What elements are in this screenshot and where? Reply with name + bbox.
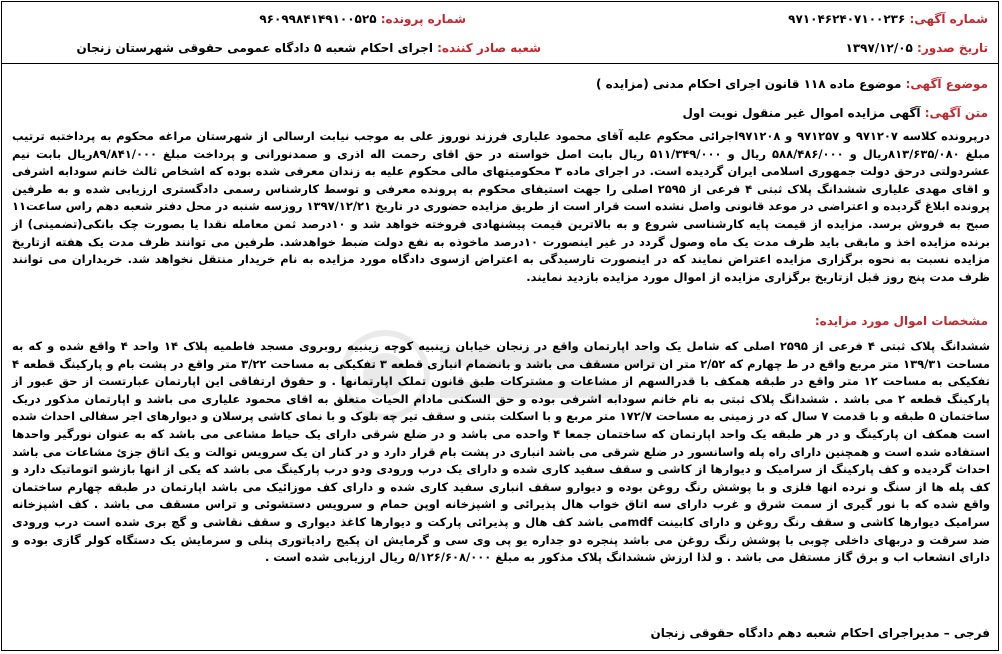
notice-header bbox=[2, 2, 998, 64]
case-number-value: ۹۶۰۹۹۸۴۱۴۹۱۰۰۵۲۵ bbox=[259, 12, 377, 26]
subject-label: موضوع آگهی: bbox=[905, 77, 988, 91]
notice-body-paragraph: درپرونده کلاسه ۹۷۱۲۰۷ و ۹۷۱۲۵۷ و ۹۷۱۲۰۸اجرائی محکوم علیه آقای محمود علیاری فرزند نوروز علی به موجب نیابت ارسالی از شهرستان مراغه محکوم به پرداختبه ترتیب مبلغ ۸۱۳/۶۳۵/۰۸۰ریال و ۵۸۸/۴۸۶/۰۰۰ ریال و ۵۱۱/۳۴۹/۰۰۰ ریال بابت اصل خواسته در حق اقای رحمت اله اذری و صمدنورانی و پرداخت مبلغ ۸۹/۸۴۱/۰۰۰ریال بابت نیم عشردولتی درحق دولت جمهوری اسلامی ایران گردیده است. در اجرای ماده ۳ محکومیتهای مالی محکوم علیه به زندان معرفی شده بوده که اشخاص ثالث خانم سودابه اشرفی و اقای مهدی علیاری ششدانگ پلاک ثبتی ۴ فرعی از ۲۵۹۵ اصلی را جهت استیفای محکوم به پرونده معرفی و توسط کارشناس رسمی دادگستری ارزیابی شده و به طرفین پرونده ابلاغ گردیده و اعتراضی در موعد قانونی واصل نشده است قرار است از طریق مزایده حضوری در تاریخ ۱۳۹۷/۱۲/۲۱ روزسه شنبه در محل دفتر شعبه دهم راس ساعت۱۱ صبح به فروش برسد. مزایده از قیمت پایه کارشناسی شروع و به بالاترین قیمت پیشنهادی فروخته خواهد شد و ۱۰درصد ثمن معامله نقدا یا بصورت چک بانکی(تضمینی) از برنده مزایده اخذ و مابقی باید ظرف مدت یک ماه وصول گردد در غیر اینصورت ۱۰درصد ماخوذه به نفع دولت ضبط خواهدشد. طرفین می توانند ظرف مدت یک هفته ازتاریخ مزایده نسبت به نحوه برگزاری مزایده اعتراض نمایند که در اینصورت تارسیدگی به اعتراض ازسوی دادگاه مورد مزایده به نام خریدار منتقل نخواهد شد. خریداران می توانند ظرف مدت پنج روز قبل ازتاریخ برگزاری مزایده از اموال مورد مزایده بازدید نمایند. bbox=[12, 129, 991, 284]
issuing-branch bbox=[76, 40, 541, 56]
issuer-label: شعبه صادر کننده: bbox=[437, 41, 541, 55]
subject-value: موضوع ماده ۱۱۸ قانون اجرای احکام مدنی (مزایده ) bbox=[596, 77, 902, 91]
case-number bbox=[259, 11, 466, 27]
specs-paragraph: ششدانگ پلاک ثبتی ۴ فرعی از ۲۵۹۵ اصلی که شامل یک واحد اپارتمان واقع در زنجان خیابان زینبیه کوچه زینبیه روبروی مسجد فاطمیه پلاک ۱۴ واحد ۴ واقع شده و که به مساحت ۱۳۹/۳۱ متر مربع واقع در ط چهارم که ۲/۵۲ متر ان تراس مسقف می باشد و بانضمام انباری قطعه ۳ تفکیکی به مساحت ۳/۲۲ متر واقع در پشت بام و پارکینگ قطعه ۴ تفکیکی به مساحت ۱۲ متر واقع در طبقه همکف با قدرالسهم از مشاعات و مشترکات طبق قانون تملک اپارتمانها . و حقوق ارتفاقی این اپارتمان عبارتست از حق عبور از پارکینگ قطعه ۲ می باشد . ششدانگ پلاک ثبتی به نام خانم سودابه اشرفی بوده و حق السکنی مادام الحیات متعلق به اقای محمود علیاری می باشد و اپارتمان مذکور دریک ساختمان ۵ طبقه و با قدمت ۷ سال که در زمینی به مساحت ۱۷۲/۷ متر مربع و با اسکلت بتنی و سقف تیر چه بلوک و با نمای کاشی پرسلان و دیوارهای اجر سفالی احداث شده است همکف ان پارکینگ و در هر طبقه یک واحد اپارتمان که ساختمان جمعا ۴ واحده می باشد و در ضلع شرقی دارای یک حیاط مشاعی می باشد که به عنوان نورگیر واحدها استفاده شده است و همچنین دارای راه پله واسانسور در ضلع شرقی می باشد انباری در پشت بام قرار دارد و در کنار ان یک سرویس توالت و یک اتاق جزئ مشاعات می باشد احداث گردیده و کف پارکینگ از سرامیک و دیوارها از کاشی و سقف سفید کاری شده و دارای یک درب ورودی ودو درب پارکینگ می باشد که یکی از انها بازشو اتوماتیک دارد و کف پله ها از سنگ و نرده انها فلزی و با پوشش رنگ روغن بوده و دیوارو سقف انباری سفید کاری شده و دارای کف موزائیک می باشد اپارتمان در طبقه چهارم ساختمان واقع شده که با نور گیری از سمت شرق و غرب دارای سه اتاق خواب هال پذیرائی و اشپزخانه اوپن حمام و سرویس دستشوئی و تراس مسقف می باشد . کف اشپزخانه سرامیک دیوارها کاشی و سقف رنگ روغن و دارای کابینت mdfمی باشد کف هال و پذیرائی پارکت و دیوارها کاغذ دیواری و سقف نقاشی و گچ بری شده است درب ورودی ضد سرقت و دربهای داخلی چوبی با پوشش رنگ روغن می باشد پنجره دو جداره یو پی وی سی و گرمایش ان پکیج رادیاتوری پنلی و سرمایش یک دستگاه کولر گازی بوده و دارای انشعاب اب و برق گاز مستقل می باشد . و لذا ارزش ششدانگ پلاک مذکور به مبلغ ۵/۱۲۶/۶۰۸/۰۰۰ ریال ارزیابی شده است . bbox=[12, 339, 991, 565]
ad-number-value: ۹۷۱۰۴۶۲۴۰۷۱۰۰۲۳۶ bbox=[788, 12, 906, 26]
notice-text-title bbox=[683, 106, 988, 120]
issue-date bbox=[846, 40, 989, 56]
issue-date-label: تاریخ صدور: bbox=[917, 41, 988, 55]
ad-number-label: شماره آگهی: bbox=[909, 12, 988, 26]
signature-footer: فرجی – مدیراجرای احکام شعبه دهم دادگاه حقوقی زنجان bbox=[650, 626, 990, 640]
specs-title: مشخصات اموال مورد مزایده: bbox=[814, 314, 988, 328]
case-number-label: شماره پرونده: bbox=[380, 12, 466, 26]
issue-date-value: ۱۳۹۷/۱۲/۰۵ bbox=[845, 41, 913, 55]
text-title-value: آگهی مزایده اموال غیر منقول نوبت اول bbox=[682, 106, 921, 120]
issuer-value: اجرای احکام شعبه ۵ دادگاه عمومی حقوقی شهرستان زنجان bbox=[76, 41, 433, 55]
notice-subject bbox=[596, 77, 988, 91]
ad-number bbox=[788, 11, 988, 27]
text-title-label: متن آگهی: bbox=[924, 106, 988, 120]
notice-document bbox=[1, 1, 999, 651]
